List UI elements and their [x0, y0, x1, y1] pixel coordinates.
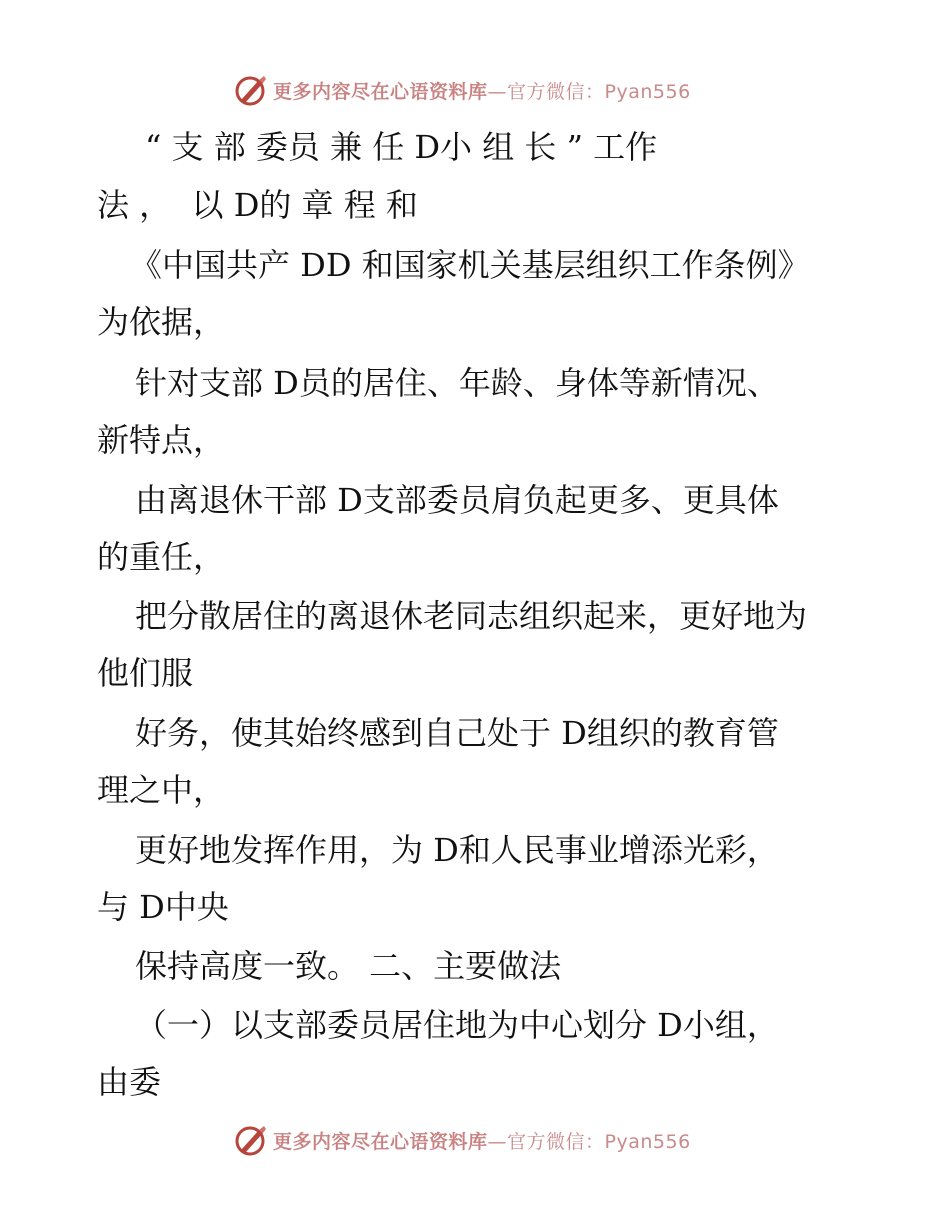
text-line: “ 支 部 委员 兼 任 D小 组 长 ” 工作 [145, 128, 658, 166]
footer-banner [233, 1120, 691, 1160]
text-line: 针对支部 D员的居住、年龄、身体等新情况、 [135, 364, 779, 402]
text-line: 新特点， [97, 421, 226, 459]
text-line: 理之中， [97, 771, 226, 809]
header-contact-text: —官方微信：Pyan556 [487, 80, 691, 103]
text-line: 保持高度一致。 二、主要做法 [135, 947, 562, 985]
brand-logo-icon [233, 1122, 269, 1158]
text-line: 他们服 [97, 654, 194, 692]
footer-brand-text: 更多内容尽在心语资料库 [273, 1130, 488, 1153]
text-line: 更好地发挥作用，为 D和人民事业增添光彩， [135, 831, 779, 869]
text-line: 法 ， 以 D的 章 程 和 [97, 186, 418, 224]
header-brand-text: 更多内容尽在心语资料库 [273, 80, 488, 103]
text-line: 与 D中央 [97, 888, 229, 926]
text-line: 好务，使其始终感到自己处于 D组织的教育管 [135, 714, 779, 752]
brand-logo-icon [233, 72, 269, 108]
footer-contact-text: —官方微信：Pyan556 [487, 1130, 691, 1153]
text-line: 把分散居住的离退休老同志组织起来，更好地为 [135, 597, 808, 635]
text-line: 由离退休干部 D支部委员肩负起更多、更具体 [135, 481, 779, 519]
text-line: 《中国共产 DD 和国家机关基层组织工作条例》 [130, 246, 810, 284]
text-line: （一）以支部委员居住地为中心划分 D小组， [135, 1006, 779, 1044]
text-line: 的重任， [97, 538, 226, 576]
text-line: 由委 [97, 1063, 162, 1101]
header-banner [233, 70, 691, 110]
text-line: 为依据， [97, 303, 226, 341]
